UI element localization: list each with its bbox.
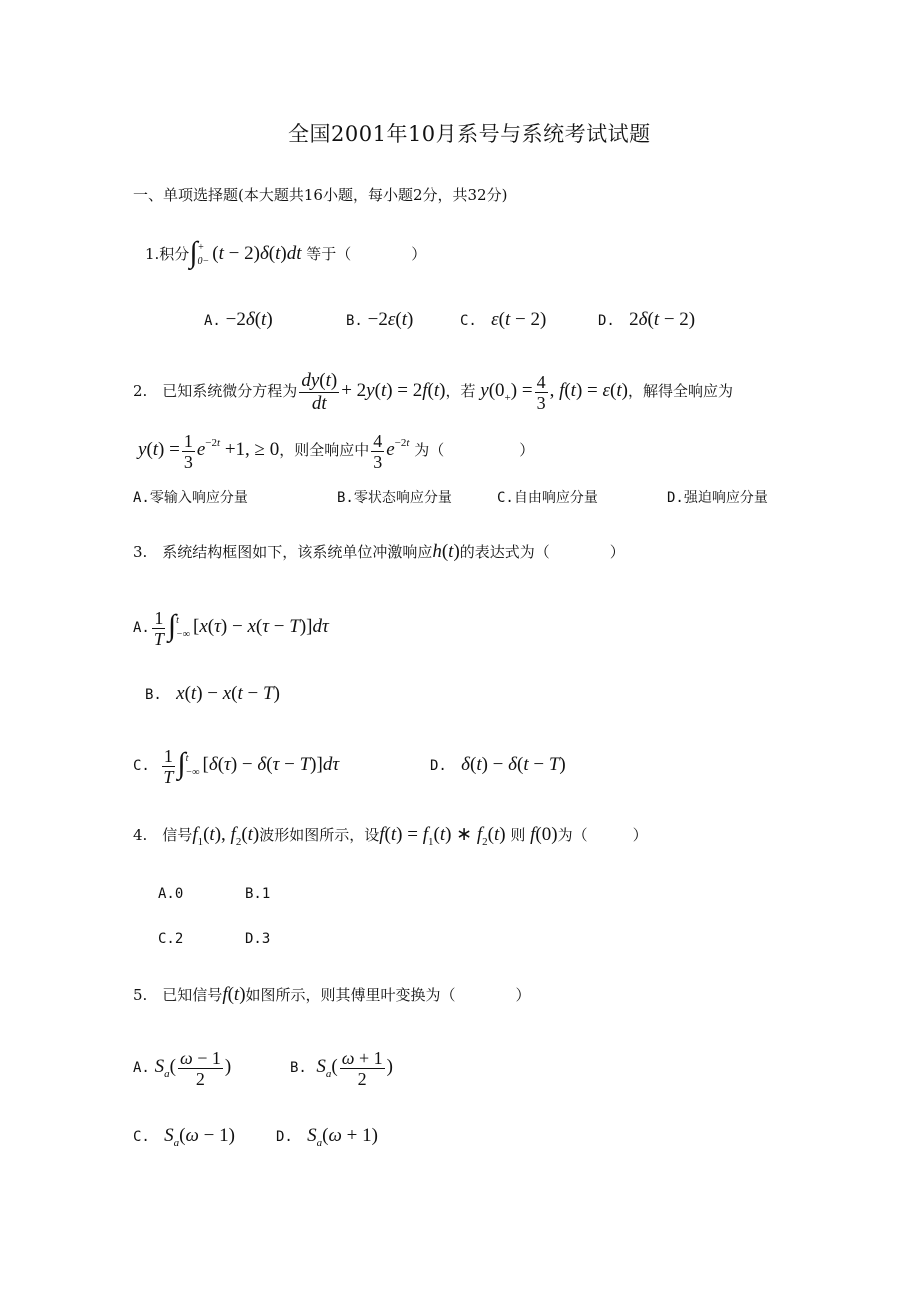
q5-option-a-label: A. xyxy=(133,1060,150,1076)
q1-option-a-value: −2δ(t) xyxy=(225,309,273,330)
q5-text-b: 如图所示，则其傅里叶变换为（ ） xyxy=(245,986,531,1004)
section-heading: 一、单项选择题(本大题共16小题，每小题2分，共32分) xyxy=(133,186,508,204)
q2-text-a: 2. 已知系统微分方程为 xyxy=(133,382,298,400)
question-1-integrand: (t − 2)δ(t)dt xyxy=(212,243,302,264)
q2-term: $e^{-2t}$ xyxy=(386,437,410,460)
q5-option-d-value: $S_a(\omega + 1)$ xyxy=(307,1125,378,1149)
q2-option-a: A.零输入响应分量 xyxy=(133,490,248,506)
q4-option-d: D.3 xyxy=(245,931,271,947)
q4-text-a: 4. 信号 xyxy=(133,826,193,844)
q4-option-b: B.1 xyxy=(245,886,271,902)
q3-impulse-response: h(t) xyxy=(432,541,460,562)
q3-option-c-limits: t −∞ xyxy=(185,753,200,778)
q4-text-b: 波形如图所示，设 xyxy=(259,826,380,844)
q2-initial-condition: $y(0_+)$ = xyxy=(480,380,533,404)
q5-option-d xyxy=(276,1126,378,1153)
q2-equation-rest: + 2y(t) = 2f(t) xyxy=(341,380,446,401)
q3-option-a xyxy=(133,602,329,653)
q5-signal: f(t) xyxy=(222,984,246,1005)
q1-option-c-value: ε(t − 2) xyxy=(491,309,547,330)
q1-option-b-value: −2ε(t) xyxy=(367,309,414,330)
q3-option-c-label: C. xyxy=(133,758,150,774)
q2-response-rhs: $e^{-2t} +1$, ≥ 0 xyxy=(196,437,280,460)
q5-option-a-close: ) xyxy=(224,1056,232,1077)
q3-option-b-label: B. xyxy=(145,687,162,703)
q3-option-a-integrand: [x(τ) − x(τ − T)]dτ xyxy=(192,616,329,637)
question-1-options xyxy=(204,310,273,331)
q3-option-c-fraction: $\frac{1}{T}$ xyxy=(163,745,174,787)
q5-option-b-close: ) xyxy=(386,1056,393,1077)
q2-fraction-four-thirds: $\frac{4}{3}$ xyxy=(536,371,546,413)
q2-option-b: B.零状态响应分量 xyxy=(337,490,452,506)
q4-convolution: $f(t) = f_1(t)$ ∗ $f_2(t)$ xyxy=(379,824,506,848)
q2-response-lhs: y(t) = xyxy=(138,439,180,460)
q3-option-a-limits: t −∞ xyxy=(176,615,190,640)
page-title: 全国2001年10月系号与系统考试试题 xyxy=(288,122,651,146)
q3-option-b xyxy=(145,684,280,705)
q3-text-b: 的表达式为（ ） xyxy=(459,543,625,561)
integral-limits: + 0− xyxy=(197,242,210,267)
q5-option-c-value: $S_a(\omega - 1)$ xyxy=(164,1125,235,1149)
question-2-line-2 xyxy=(138,418,534,475)
q2-fraction-one-third: $\frac{1}{3}$ xyxy=(183,430,193,472)
q3-option-a-integral: ∫ xyxy=(167,609,177,642)
q2-option-d: D.强迫响应分量 xyxy=(667,490,768,506)
q5-option-b-label: B. xyxy=(290,1060,307,1076)
q1-option-c-label: C. xyxy=(460,313,477,329)
question-1 xyxy=(145,236,426,273)
q1-option-b xyxy=(346,310,413,331)
q2-text-d: ，则全响应中 xyxy=(279,441,370,459)
question-1-prefix: 1.积分 xyxy=(145,245,190,263)
q1-option-a-label: A. xyxy=(204,313,221,329)
q5-option-c xyxy=(133,1126,235,1153)
question-3 xyxy=(133,542,625,562)
q5-option-b-fraction: $\frac{\omega + 1}{2}$ xyxy=(341,1047,383,1089)
question-2-line-1 xyxy=(133,366,733,423)
question-4 xyxy=(133,825,648,852)
q2-text-e: 为（ ） xyxy=(414,441,535,459)
question-5 xyxy=(133,985,531,1005)
q2-input: , f(t) = ε(t) xyxy=(549,380,628,401)
q5-option-a xyxy=(133,1042,231,1099)
q2-derivative-fraction: $\frac{dy(t)}{dt}$ xyxy=(301,369,338,414)
q4-text-d: 为（ ） xyxy=(557,826,648,844)
q3-option-c-integrand: [δ(τ) − δ(τ − T)]dτ xyxy=(202,754,340,775)
q5-option-c-label: C. xyxy=(133,1129,150,1145)
q5-option-b-sa: $S_a$( xyxy=(316,1056,338,1080)
q3-option-b-value: x(t) − x(t − T) xyxy=(176,683,280,704)
q4-option-a: A.0 xyxy=(158,886,184,902)
question-1-suffix: 等于（ ） xyxy=(306,245,427,263)
q5-option-a-fraction: $\frac{\omega - 1}{2}$ xyxy=(179,1047,221,1089)
q1-option-d xyxy=(598,310,695,331)
q3-text-a: 3. 系统结构框图如下，该系统单位冲激响应 xyxy=(133,543,433,561)
q3-option-a-label: A. xyxy=(133,620,150,636)
q5-option-b xyxy=(290,1042,393,1099)
q3-option-c-integral: ∫ xyxy=(177,747,186,780)
q3-option-d xyxy=(430,755,566,776)
q4-option-c: C.2 xyxy=(158,931,184,947)
q5-option-d-label: D. xyxy=(276,1129,293,1145)
q2-text-c: ，解得全响应为 xyxy=(627,382,733,400)
q1-option-d-value: 2δ(t − 2) xyxy=(619,309,696,330)
q2-fraction-four-thirds-b: $\frac{4}{3}$ xyxy=(373,430,383,472)
q5-text-a: 5. 已知信号 xyxy=(133,986,223,1004)
q1-option-b-label: B. xyxy=(346,313,363,329)
q3-option-d-value: δ(t) − δ(t − T) xyxy=(461,754,566,775)
q4-signals: $f_1(t)$, $f_2(t)$ xyxy=(192,824,260,848)
q3-option-d-label: D. xyxy=(430,758,447,774)
q4-f-zero: f(0) xyxy=(530,824,558,845)
q3-option-c xyxy=(133,740,339,791)
q3-option-a-fraction: $\frac{1}{T}$ xyxy=(153,607,164,649)
q1-option-c xyxy=(460,310,546,331)
q5-option-a-sa: $S_a$( xyxy=(154,1056,176,1080)
q2-text-b: ，若 xyxy=(445,382,476,400)
q1-option-d-label: D. xyxy=(598,313,615,329)
integral-sign: ∫ xyxy=(189,236,198,269)
q4-text-c: 则 xyxy=(510,826,526,844)
q2-option-c: C.自由响应分量 xyxy=(497,490,598,506)
